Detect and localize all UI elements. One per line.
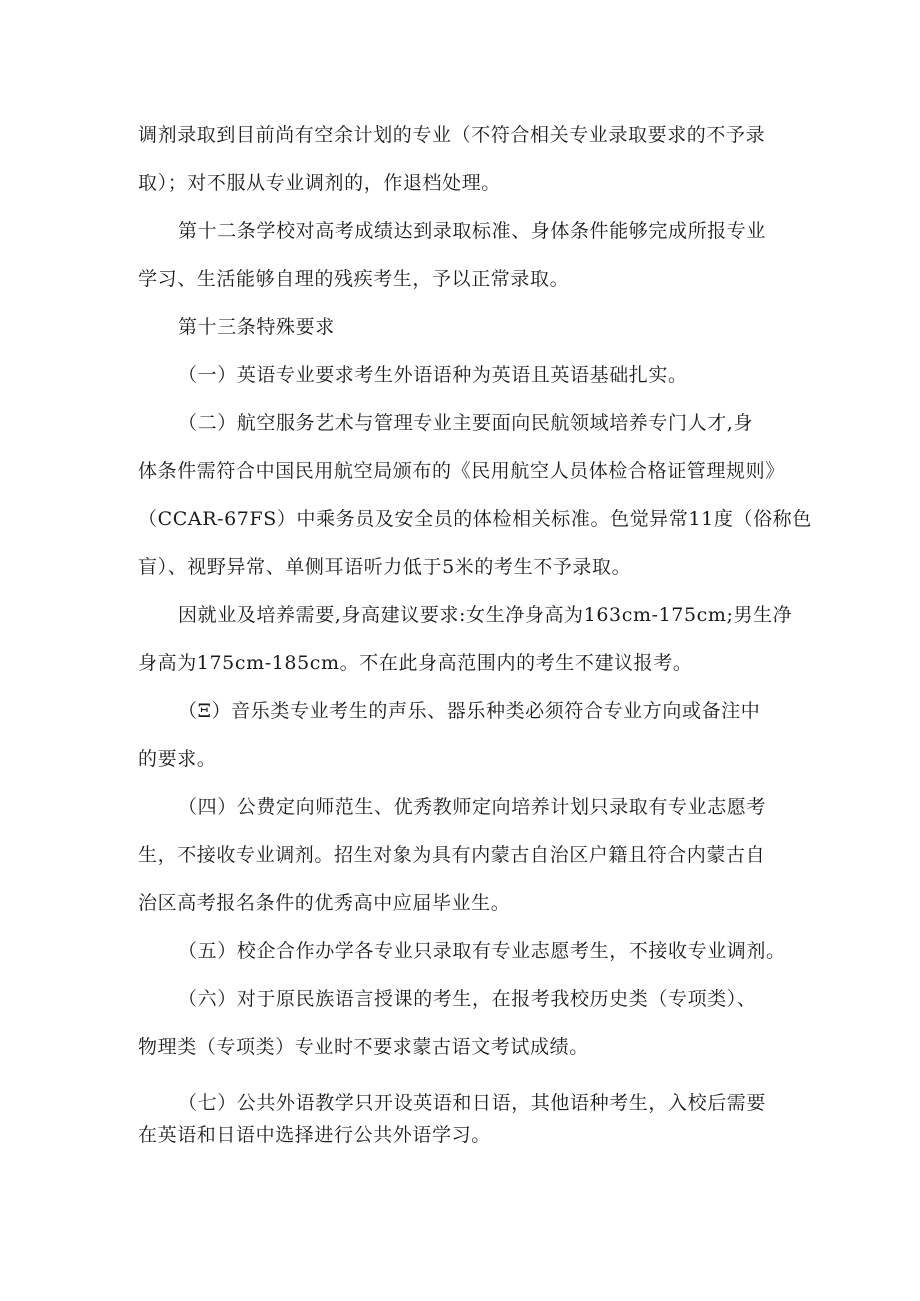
- text-line: 在英语和日语中选择进行公共外语学习。: [138, 1124, 491, 1146]
- item-3-line: （Ξ）音乐类专业考生的声乐、器乐种类必须符合专业方向或备注中: [178, 700, 761, 722]
- item-2-line: （二）航空服务艺术与管理专业主要面向民航领域培养专门人才,身: [178, 412, 754, 434]
- text-line: 物理类（专项类）专业时不要求蒙古语文考试成绩。: [138, 1036, 589, 1058]
- text-line: 身高为175cm-185cm。不在此身高范围内的考生不建议报考。: [138, 652, 693, 674]
- item-6-line: （六）对于原民族语言授课的考生，在报考我校历史类（专项类）、: [178, 988, 757, 1010]
- text-line: 取）；对不服从专业调剂的，作退档处理。: [138, 172, 501, 194]
- height-requirement-line: 因就业及培养需要,身高建议要求:女生净身高为163cm-175cm;男生净: [178, 604, 793, 626]
- item-7-line: （七）公共外语教学只开设英语和日语，其他语种考生，入校后需要: [178, 1092, 767, 1114]
- item-4-line: （四）公费定向师范生、优秀教师定向培养计划只录取有专业志愿考: [178, 796, 767, 818]
- text-line: 的要求。: [138, 748, 217, 770]
- item-1-line: （一）英语专业要求考生外语语种为英语且英语基础扎实。: [178, 364, 688, 386]
- text-line: （CCAR-67FS）中乘务员及安全员的体检相关标准。色觉异常11度（俗称色: [138, 508, 812, 530]
- article-12-line: 第十二条学校对高考成绩达到录取标准、身体条件能够完成所报专业: [178, 220, 767, 242]
- text-line: 盲）、视野异常、单侧耳语听力低于5米的考生不予录取。: [138, 556, 632, 578]
- text-line: 体条件需符合中国民用航空局颁布的《民用航空人员体检合格证管理规则》: [138, 460, 785, 482]
- text-line: 调剂录取到目前尚有空余计划的专业（不符合相关专业录取要求的不予录: [138, 124, 766, 146]
- article-13-heading: 第十三条特殊要求: [178, 316, 335, 338]
- text-line: 学习、生活能够自理的残疾考生，予以正常录取。: [138, 268, 570, 290]
- text-line: 治区高考报名条件的优秀高中应届毕业生。: [138, 892, 511, 914]
- text-line: 生，不接收专业调剂。招生对象为具有内蒙古自治区户籍且符合内蒙古自: [138, 844, 766, 866]
- item-5-line: （五）校企合作办学各专业只录取有专业志愿考生，不接收专业调剂。: [178, 940, 786, 962]
